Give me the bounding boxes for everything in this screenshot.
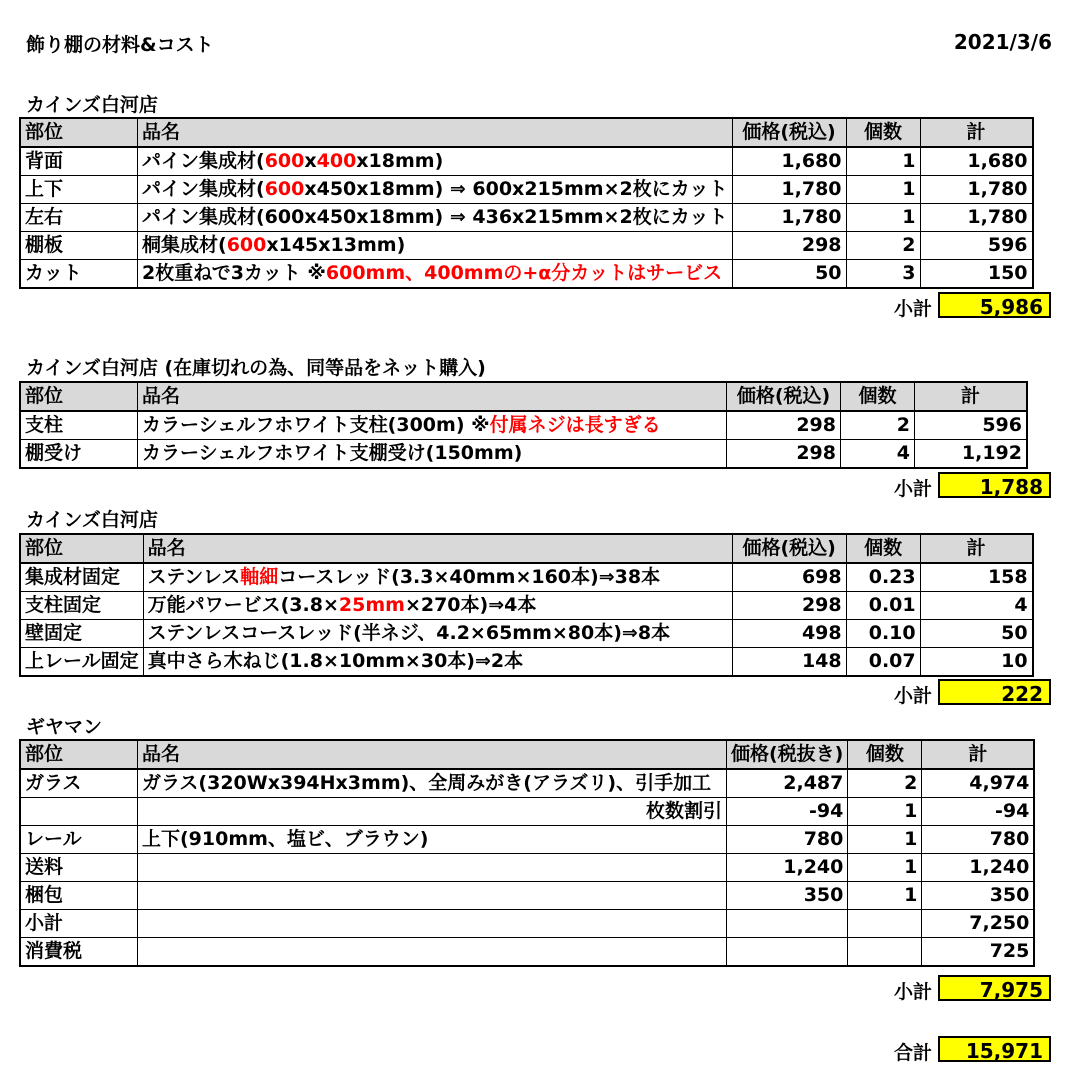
header-category: 部位	[20, 118, 138, 147]
header-category: 部位	[20, 382, 138, 411]
cell-category: 小計	[20, 910, 138, 938]
cell-qty	[848, 938, 922, 967]
cell-item	[138, 882, 727, 910]
cell-category: 上レール固定	[20, 648, 143, 677]
cell-total: 1,192	[915, 440, 1028, 469]
header-price: 価格(税込)	[732, 534, 846, 563]
cell-price: 780	[727, 826, 848, 854]
section-title: カインズ白河店	[26, 509, 158, 531]
cell-category: 棚受け	[20, 440, 138, 469]
table-row	[20, 592, 1033, 620]
header-price: 価格(税込)	[727, 382, 841, 411]
cell-total: 10	[920, 648, 1033, 677]
item-text: x450x18mm) ⇒ 600x215mm×2枚にカット	[304, 178, 728, 200]
item-text-highlight: 付属ネジは長すぎる	[489, 414, 661, 436]
cell-item	[143, 592, 732, 620]
cell-total: 596	[920, 232, 1033, 260]
cell-item	[138, 411, 727, 440]
item-text: ガラス(320Wx394Hx3mm)、全周みがき(アラズリ)、引手加工	[142, 772, 712, 794]
table-header-row	[20, 534, 1033, 563]
cell-category: 消費税	[20, 938, 138, 967]
cell-price: 698	[732, 563, 846, 592]
table-row	[20, 411, 1027, 440]
cell-item	[138, 798, 727, 826]
cell-category: 支柱固定	[20, 592, 143, 620]
subtotal-value: 5,986	[938, 292, 1051, 318]
item-text: x	[304, 150, 317, 172]
cell-category: レール	[20, 826, 138, 854]
cell-qty: 0.01	[846, 592, 920, 620]
item-text-highlight: 600	[226, 234, 267, 256]
item-text: 上下(910mm、塩ビ、ブラウン)	[142, 828, 429, 850]
cell-price: 1,780	[732, 204, 846, 232]
cell-category: 背面	[20, 147, 138, 176]
table-row	[20, 854, 1034, 882]
cell-category: カット	[20, 260, 138, 289]
cell-item	[138, 204, 733, 232]
table-row	[20, 147, 1033, 176]
item-text: ステンレスコースレッド(半ネジ、4.2×65mm×80本)⇒8本	[147, 622, 671, 644]
subtotal-value: 222	[938, 679, 1051, 705]
cell-item	[143, 620, 732, 648]
table-row	[20, 620, 1033, 648]
cell-total: 7,250	[922, 910, 1035, 938]
table-row	[20, 260, 1033, 289]
item-text: パイン集成材(600x450x18mm) ⇒ 436x215mm×2枚にカット	[142, 206, 728, 228]
cell-total: 158	[920, 563, 1033, 592]
subtotal-label: 小計	[893, 981, 932, 1003]
table-row	[20, 563, 1033, 592]
cell-price	[727, 938, 848, 967]
cell-total: 1,680	[920, 147, 1033, 176]
cell-category: 支柱	[20, 411, 138, 440]
cell-price: 350	[727, 882, 848, 910]
cell-category: 上下	[20, 176, 138, 204]
cell-price: 1,680	[732, 147, 846, 176]
table-header-row	[20, 118, 1033, 147]
table-row	[20, 204, 1033, 232]
cell-item	[138, 147, 733, 176]
item-text: 枚数割引	[645, 800, 722, 822]
cell-category: 壁固定	[20, 620, 143, 648]
cell-qty: 2	[841, 411, 915, 440]
header-qty: 個数	[848, 740, 922, 769]
cell-item	[138, 440, 727, 469]
item-text: カラーシェルフホワイト支棚受け(150mm)	[142, 442, 523, 464]
cell-item	[138, 260, 733, 289]
header-item: 品名	[138, 740, 727, 769]
grand-total-value: 15,971	[938, 1036, 1051, 1062]
header-total: 計	[915, 382, 1028, 411]
cell-price: -94	[727, 798, 848, 826]
cell-item	[138, 232, 733, 260]
cell-item	[138, 176, 733, 204]
section-title: ギヤマン	[26, 716, 103, 738]
cell-price: 298	[727, 411, 841, 440]
cell-price: 2,487	[727, 769, 848, 798]
subtotal-value: 1,788	[938, 472, 1051, 498]
cell-total: 4,974	[922, 769, 1035, 798]
cell-qty: 1	[846, 147, 920, 176]
cost-table	[19, 533, 1034, 677]
cell-category: 集成材固定	[20, 563, 143, 592]
cell-qty: 1	[848, 854, 922, 882]
cell-total: 150	[920, 260, 1033, 289]
cell-item	[138, 938, 727, 967]
item-text-highlight: 600	[264, 150, 305, 172]
cell-price: 1,240	[727, 854, 848, 882]
item-text: ×270本)⇒4本	[404, 594, 537, 616]
cell-item	[138, 910, 727, 938]
table-row	[20, 440, 1027, 469]
header-price: 価格(税込)	[732, 118, 846, 147]
cell-item	[138, 769, 727, 798]
item-text: カラーシェルフホワイト支柱(300m) ※	[142, 414, 490, 436]
subtotal-label: 小計	[893, 298, 932, 320]
subtotal-label: 小計	[893, 478, 932, 500]
cell-qty: 1	[846, 204, 920, 232]
cell-qty: 1	[848, 882, 922, 910]
cell-total: 4	[920, 592, 1033, 620]
item-text: ステンレス	[147, 566, 241, 588]
cell-qty: 0.10	[846, 620, 920, 648]
grand-total-label: 合計	[893, 1042, 932, 1064]
section-title: カインズ白河店	[26, 94, 158, 116]
item-text-highlight: 400	[316, 150, 357, 172]
cell-price: 298	[732, 592, 846, 620]
cost-table	[19, 117, 1034, 289]
header-total: 計	[920, 534, 1033, 563]
cell-qty: 1	[848, 798, 922, 826]
cell-total: 725	[922, 938, 1035, 967]
cost-table	[19, 381, 1028, 469]
subtotal-value: 7,975	[938, 975, 1051, 1001]
item-text: コースレッド(3.3×40mm×160本)⇒38本	[278, 566, 661, 588]
header-qty: 個数	[846, 534, 920, 563]
header-category: 部位	[20, 740, 138, 769]
item-text: x18mm)	[356, 150, 444, 172]
cost-table	[19, 739, 1035, 967]
cell-total: 596	[915, 411, 1028, 440]
item-text: パイン集成材(	[142, 178, 265, 200]
cell-category: 送料	[20, 854, 138, 882]
section-title: カインズ白河店 (在庫切れの為、同等品をネット購入)	[26, 357, 486, 379]
item-text: 桐集成材(	[142, 234, 227, 256]
cell-qty: 2	[846, 232, 920, 260]
cell-qty: 0.23	[846, 563, 920, 592]
item-text-highlight: 600mm、400mmの+α分カットはサービス	[325, 262, 723, 284]
table-row	[20, 882, 1034, 910]
cell-category	[20, 798, 138, 826]
cell-qty: 2	[848, 769, 922, 798]
header-total: 計	[922, 740, 1035, 769]
header-qty: 個数	[846, 118, 920, 147]
cell-category: 左右	[20, 204, 138, 232]
cell-item	[143, 648, 732, 677]
header-category: 部位	[20, 534, 143, 563]
cell-price: 50	[732, 260, 846, 289]
cell-category: 棚板	[20, 232, 138, 260]
cell-price: 1,780	[732, 176, 846, 204]
cell-total: -94	[922, 798, 1035, 826]
cell-item	[143, 563, 732, 592]
table-row	[20, 176, 1033, 204]
header-item: 品名	[138, 118, 733, 147]
table-row	[20, 648, 1033, 677]
cell-qty: 0.07	[846, 648, 920, 677]
header-item: 品名	[138, 382, 727, 411]
table-header-row	[20, 382, 1027, 411]
item-text-highlight: 25mm	[338, 594, 405, 616]
item-text: 万能パワービス(3.8×	[147, 594, 339, 616]
item-text-highlight: 600	[264, 178, 305, 200]
table-row	[20, 769, 1034, 798]
cell-item	[138, 826, 727, 854]
cell-item	[138, 854, 727, 882]
cell-price: 498	[732, 620, 846, 648]
cell-qty: 4	[841, 440, 915, 469]
cell-qty: 3	[846, 260, 920, 289]
table-row	[20, 910, 1034, 938]
cell-total: 780	[922, 826, 1035, 854]
table-row	[20, 938, 1034, 967]
cell-total: 350	[922, 882, 1035, 910]
table-row	[20, 798, 1034, 826]
item-text: x145x13mm)	[266, 234, 406, 256]
cell-qty: 1	[848, 826, 922, 854]
document-date: 2021/3/6	[953, 30, 1052, 54]
table-row	[20, 826, 1034, 854]
cell-total: 50	[920, 620, 1033, 648]
cell-price: 148	[732, 648, 846, 677]
cell-price: 298	[727, 440, 841, 469]
cell-total: 1,780	[920, 176, 1033, 204]
cell-total: 1,240	[922, 854, 1035, 882]
cell-category: ガラス	[20, 769, 138, 798]
cell-qty: 1	[846, 176, 920, 204]
item-text: パイン集成材(	[142, 150, 265, 172]
cell-price	[727, 910, 848, 938]
header-item: 品名	[143, 534, 732, 563]
cell-price: 298	[732, 232, 846, 260]
cell-total: 1,780	[920, 204, 1033, 232]
item-text: 真中さら木ねじ(1.8×10mm×30本)⇒2本	[147, 650, 524, 672]
item-text: 2枚重ねで3カット ※	[142, 262, 326, 284]
table-header-row	[20, 740, 1034, 769]
subtotal-label: 小計	[893, 685, 932, 707]
table-row	[20, 232, 1033, 260]
cell-category: 梱包	[20, 882, 138, 910]
cell-qty	[848, 910, 922, 938]
header-qty: 個数	[841, 382, 915, 411]
header-total: 計	[920, 118, 1033, 147]
header-price: 価格(税抜き)	[727, 740, 848, 769]
page-title: 飾り棚の材料&コスト	[26, 34, 214, 56]
item-text-highlight: 軸細	[240, 566, 279, 588]
